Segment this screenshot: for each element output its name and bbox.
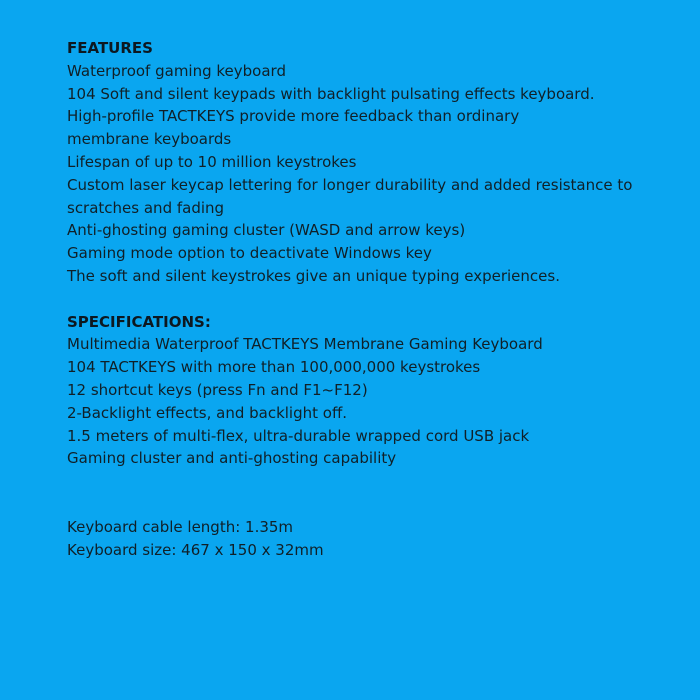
feature-line: Lifespan of up to 10 million keystrokes <box>67 152 357 171</box>
feature-line: 104 Soft and silent keypads with backlight pulsating effects keyboard. <box>67 84 595 103</box>
keyboard-size-line: Keyboard size: 467 x 150 x 32mm <box>67 540 324 559</box>
specification-line: Multimedia Waterproof TACTKEYS Membrane Gaming Keyboard <box>67 335 543 354</box>
dimensions-section <box>67 516 680 562</box>
feature-line: High-profile TACTKEYS provide more feedback than ordinary <box>67 107 520 126</box>
dimensions-list <box>67 516 680 562</box>
specification-line: 12 shortcut keys (press Fn and F1~F12) <box>67 380 368 399</box>
feature-line: Custom laser keycap lettering for longer durability and added resistance to <box>67 175 633 194</box>
feature-line: Waterproof gaming keyboard <box>67 61 286 80</box>
specification-line: 1.5 meters of multi-flex, ultra-durable wrapped cord USB jack <box>67 426 530 445</box>
specification-line: 2-Backlight effects, and backlight off. <box>67 403 348 422</box>
features-section <box>67 37 680 288</box>
feature-line: Anti-ghosting gaming cluster (WASD and arrow keys) <box>67 221 466 240</box>
specifications-section <box>67 311 680 471</box>
features-list <box>67 60 680 288</box>
cable-length-line: Keyboard cable length: 1.35m <box>67 517 294 536</box>
feature-line: Gaming mode option to deactivate Windows key <box>67 244 432 263</box>
specifications-list <box>67 333 680 470</box>
specification-line: 104 TACTKEYS with more than 100,000,000 keystrokes <box>67 358 481 377</box>
features-heading: FEATURES <box>67 39 153 57</box>
feature-line: The soft and silent keystrokes give an unique typing experiences. <box>67 266 560 285</box>
feature-line: scratches and fading <box>67 198 225 217</box>
feature-line: membrane keyboards <box>67 130 232 149</box>
specifications-heading: SPECIFICATIONS: <box>67 312 211 331</box>
specification-line: Gaming cluster and anti-ghosting capability <box>67 449 397 468</box>
